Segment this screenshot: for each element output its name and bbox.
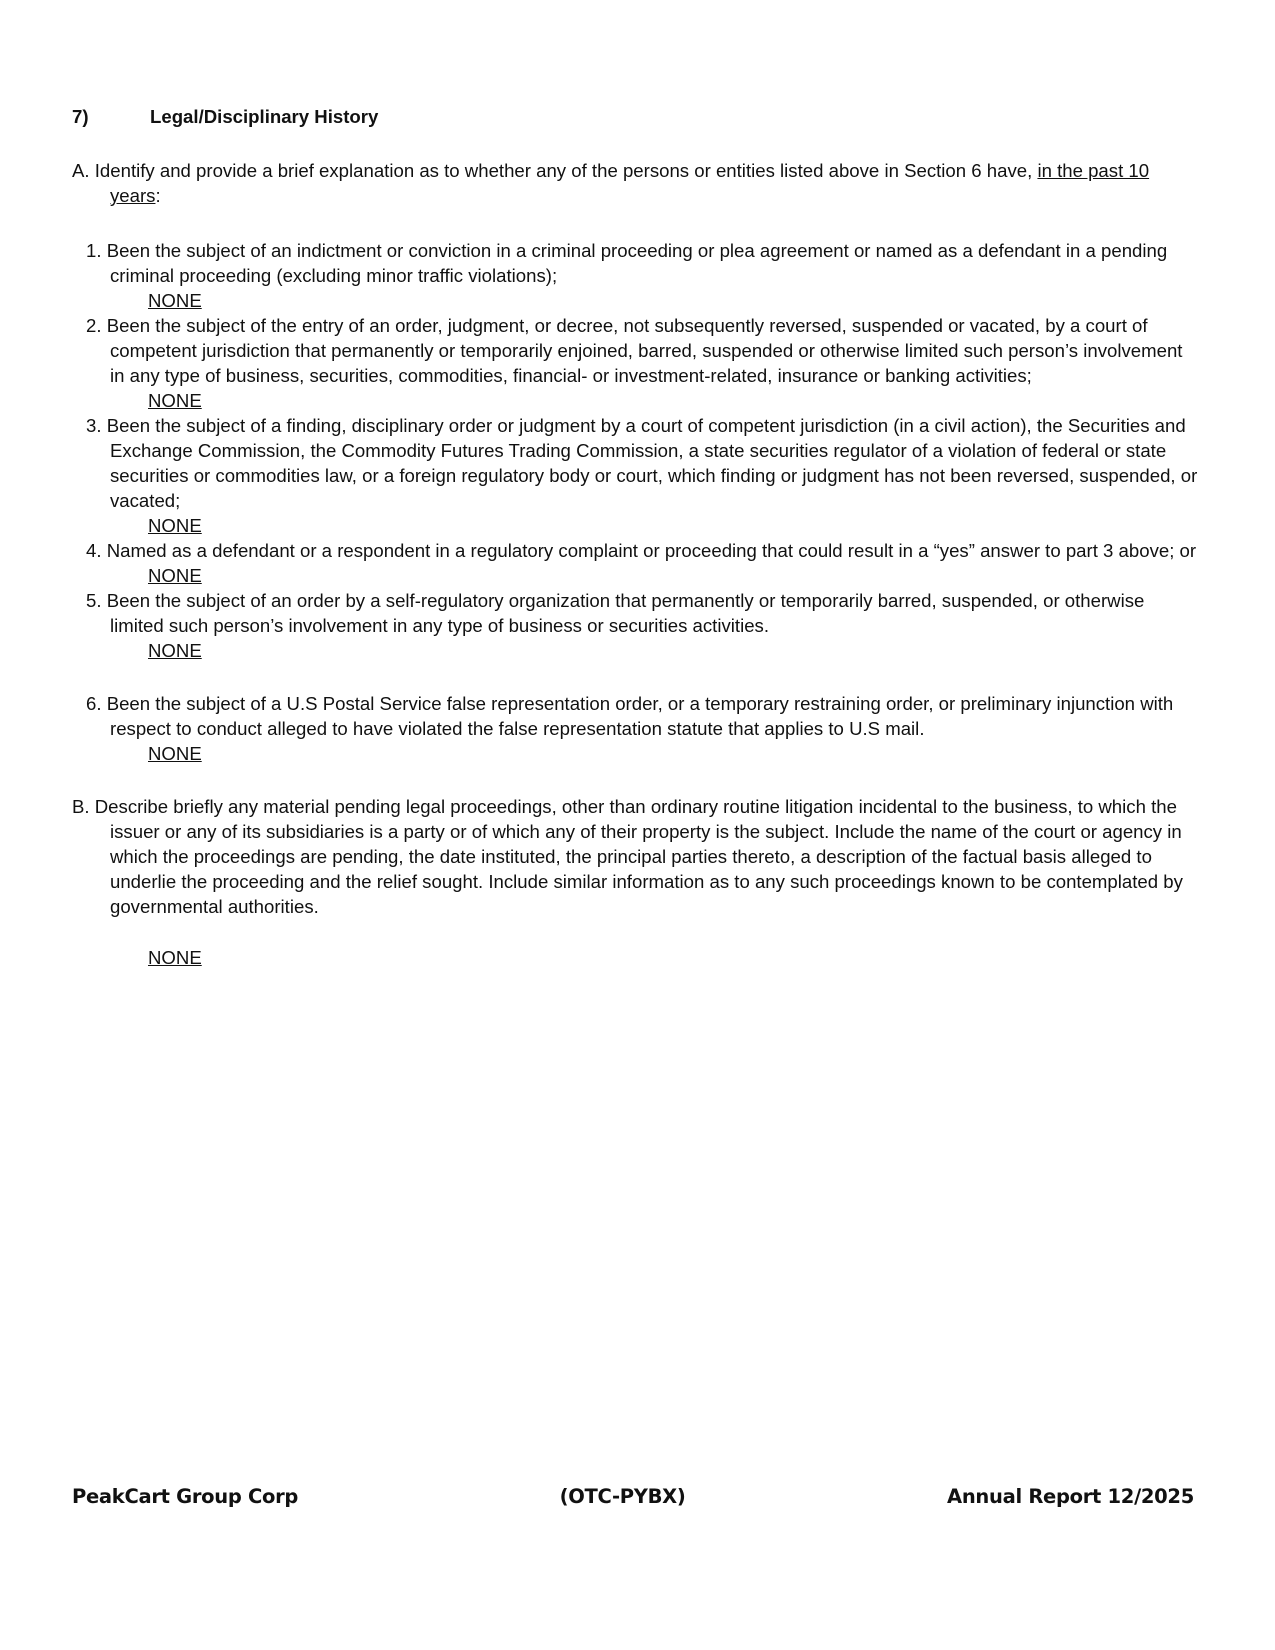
list-item-body: Been the subject of a finding, disciplinary order or judgment by a court of competent jurisdiction (in a civil action), the Securities and Exchange Commission, the Commodity Futures Trading Commission, a state securities regulator of a violation of federal or state securities or commodities law, or a foreign regulatory body or court, which finding or judgment has not been reversed, suspended, or vacated; — [106, 415, 1198, 511]
list-item — [72, 691, 1202, 766]
list-item — [72, 313, 1202, 413]
list-item-answer: NONE — [148, 565, 202, 586]
list-item-answer: NONE — [148, 290, 202, 311]
list-item-body: Been the subject of a U.S Postal Service false representation order, or a temporary restraining order, or preliminary injunction with respect to conduct alleged to have violated the false representation statute that applies to U.S mail. — [106, 693, 1174, 739]
list-item-number: 6. — [86, 693, 102, 714]
list-item-body: Been the subject of an order by a self-regulatory organization that permanently or temporarily barred, suspended, or otherwise limited such person’s involvement in any type of business or securities activities. — [106, 590, 1145, 636]
list-item-text — [72, 538, 1202, 563]
footer-company: PeakCart Group Corp — [72, 1485, 299, 1508]
list-item-answer: NONE — [148, 743, 202, 764]
list-item — [72, 538, 1202, 588]
part-b-question — [72, 794, 1202, 919]
footer-ticker: (OTC-PYBX) — [559, 1485, 686, 1508]
list-item-number: 5. — [86, 590, 102, 611]
part-a-colon: : — [155, 185, 161, 206]
section-number: 7) — [72, 106, 89, 127]
list-item-text — [72, 691, 1202, 741]
list-item-number: 1. — [86, 240, 102, 261]
part-a-question — [72, 158, 1202, 208]
part-b-answer: NONE — [148, 947, 202, 968]
footer-report: Annual Report 12/2025 — [947, 1485, 1194, 1508]
list-item-body: Been the subject of an indictment or conviction in a criminal proceeding or plea agreement or named as a defendant in a pending criminal proceeding (excluding minor traffic violations); — [106, 240, 1168, 286]
list-item-text — [72, 238, 1202, 288]
part-a-text: Identify and provide a brief explanation as to whether any of the persons or entities listed above in Section 6 have, — [94, 160, 1033, 181]
list-item-number: 4. — [86, 540, 102, 561]
part-a-items — [72, 238, 1202, 766]
list-item — [72, 413, 1202, 538]
part-a-label: A. — [72, 160, 90, 181]
list-item-answer: NONE — [148, 390, 202, 411]
list-item — [72, 238, 1202, 313]
section-heading — [72, 104, 1202, 129]
section-title: Legal/Disciplinary History — [150, 106, 379, 127]
list-item-text — [72, 413, 1202, 513]
list-item-answer: NONE — [148, 515, 202, 536]
part-b-text: Describe briefly any material pending legal proceedings, other than ordinary routine litigation incidental to the business, to which the issuer or any of its subsidiaries is a party or of which any of their property is the subject. Include the name of the court or agency in which the proceedings are pending, the date instituted, the principal parties thereto, a description of the factual basis alleged to underlie the proceeding and the relief sought. Include similar information as to any such proceedings known to be contemplated by governmental authorities. — [94, 796, 1183, 917]
page-footer — [72, 1485, 1194, 1508]
list-item-text — [72, 588, 1202, 638]
list-item-body: Been the subject of the entry of an order, judgment, or decree, not subsequently reversed, suspended or vacated, by a court of competent jurisdiction that permanently or temporarily enjoined, barred, suspended or otherwise limited such person’s involvement in any type of business, securities, commodities, financial- or investment-related, insurance or banking activities; — [106, 315, 1183, 386]
list-item-answer: NONE — [148, 640, 202, 661]
list-item-body: Named as a defendant or a respondent in a regulatory complaint or proceeding that could result in a “yes” answer to part 3 above; or — [106, 540, 1197, 561]
list-item — [72, 588, 1202, 663]
part-a-underlined-text: in the past 10 years — [110, 160, 1150, 206]
list-item-number: 2. — [86, 315, 102, 336]
list-item-number: 3. — [86, 415, 102, 436]
list-item-text — [72, 313, 1202, 388]
spacer — [72, 663, 1202, 691]
document-page — [72, 104, 1202, 970]
part-b-label: B. — [72, 796, 90, 817]
